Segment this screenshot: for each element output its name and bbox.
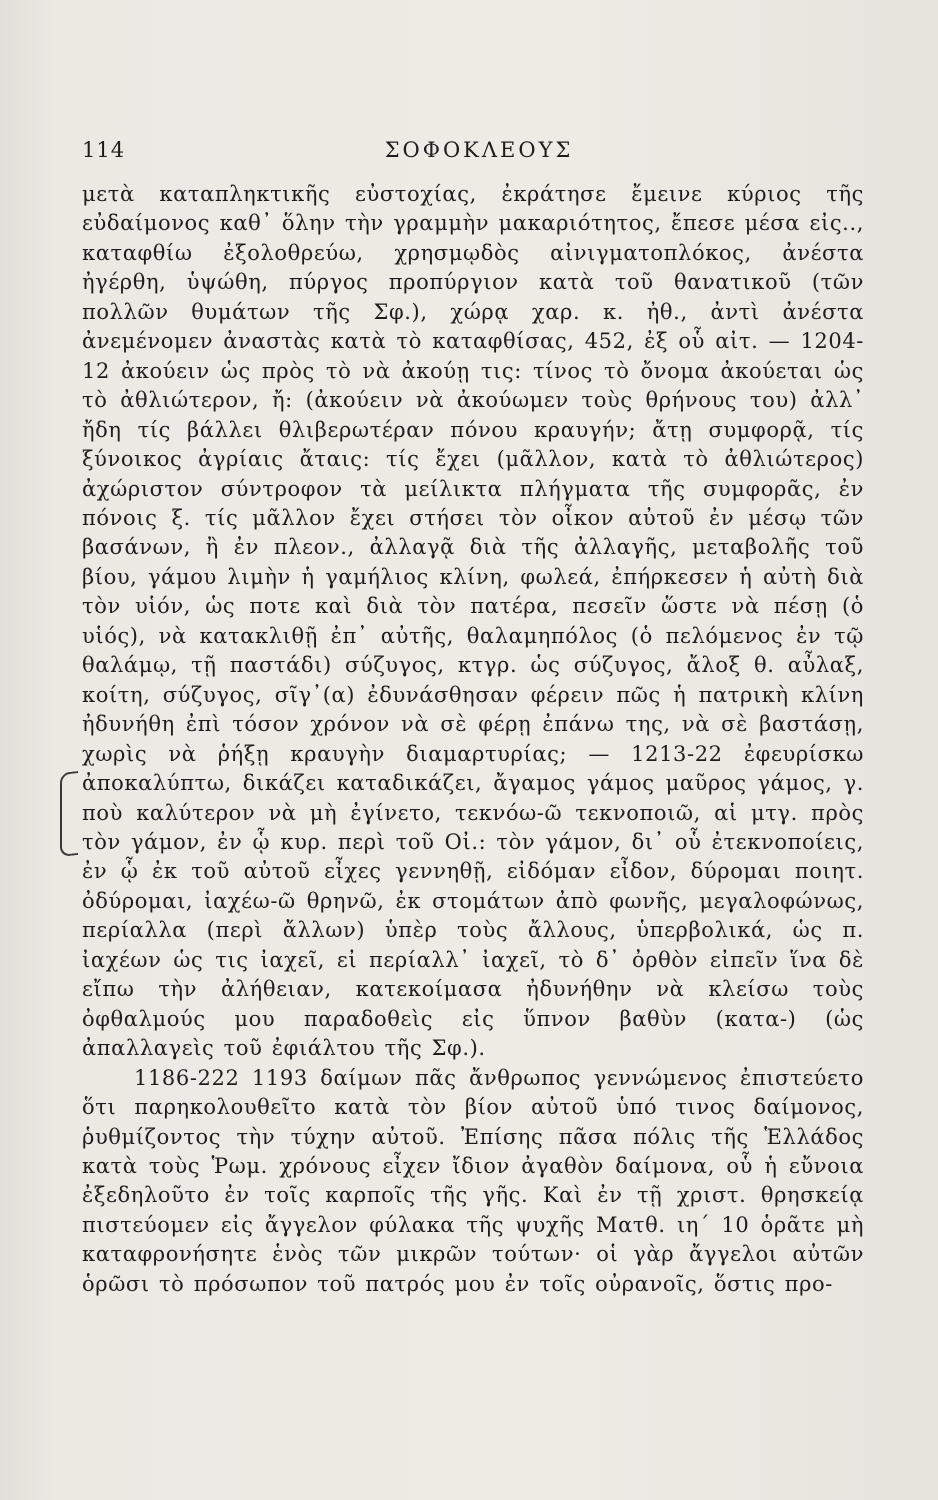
paragraph-commentary: μετὰ καταπληκτικῆς εὐστοχίας, ἐκράτησε ἔμεινε κύριος τῆς εὐδαίμονος καθ᾿ ὅλην τὴν γραμμὴν μακαριότητος, ἔπεσε μέσα εἰς.., καταφθίω ἐξολοθρεύω, χρησμῳδὸς αἰνιγματοπλόκος, ἀνέστα ἠγέρθη, ὑψώθη, πύργος προπύργιον κατὰ τοῦ θανατικοῦ (τῶν πολλῶν θυμάτων τῆς Σφ.), χώρᾳ χαρ. κ. ἠθ., ἀντὶ ἀνέστα ἀνεμένομεν ἀναστὰς κατὰ τὸ καταφθίσας, 452, ἐξ οὗ αἰτ. — 1204-12 ἀκούειν ὡς πρὸς τὸ νὰ ἀκούῃ τις: τίνος τὸ ὄνομα ἀκούεται ὡς τὸ ἀθλιώτερον, ἤ: (ἀκούειν νὰ ἀκούωμεν τοὺς θρήνους του) ἀλλ᾿ ἤδη τίς βάλλει θλιβερωτέραν πόνου κραυγήν; ἄτῃ συμφορᾷ, τίς ξύνοικος ἀγρίαις ἄταις: τίς ἔχει (μᾶλλον, κατὰ τὸ ἀθλιώτερος) ἀχώριστον σύντροφον τὰ μείλικτα πλήγματα τῆς συμφορᾶς, ἐν πόνοις ξ. τίς μᾶλλον ἔχει στήσει τὸν οἶκον αὐτοῦ ἐν μέσῳ τῶν βασάνων, ἢ ἐν πλεον., ἀλλαγᾷ διὰ τῆς ἀλλαγῆς, μεταβολῆς τοῦ βίου, γάμου λιμὴν ἡ γαμήλιος κλίνη, φωλεά, ἐπήρκεσεν ἡ αὐτὴ διὰ τὸν υἱόν, ὡς ποτε καὶ διὰ τὸν πατέρα, πεσεῖν ὥστε νὰ πέσῃ (ὁ υἱός), νὰ κατακλιθῇ ἐπ᾿ αὐτῆς, θαλαμηπόλος (ὁ πελόμενος ἐν τῷ θαλάμῳ, τῇ παστάδι) σύζυγος, κτγρ. ὡς σύζυγος, ἄλοξ θ. αὖλαξ, κοίτη, σύζυγος, σῖγ᾿(α) ἐδυνάσθησαν φέρειν πῶς ἡ πατρικὴ κλίνη ἠδυνήθη ἐπὶ τόσον χρόνον νὰ σὲ φέρῃ ἐπάνω της, νὰ σὲ βαστάσῃ, χωρὶς νὰ ῥήξῃ κραυγὴν διαμαρτυρίας; — 1213-22 ἐφευρίσκω ἀποκαλύπτω, δικάζει καταδικάζει, ἄγαμος γάμος μαῦρος γάμος, γ. ποὺ καλύτερον νὰ μὴ ἐγίνετο, τεκνόω-ῶ τεκνοποιῶ, αἱ μτγ. πρὸς τὸν γάμον, ἐν ᾧ κυρ. περὶ τοῦ Οἰ.: τὸν γάμον, δι᾿ οὗ ἐτεκνοποίεις, ἐν ᾧ ἐκ τοῦ αὐτοῦ εἶχες γεννηθῇ, εἰδόμαν εἶδον, δύρομαι ποιητ. ὀδύρομαι, ἰαχέω-ῶ θρηνῶ, ἐκ στομάτων ἀπὸ φωνῆς, μεγαλοφώνως, περίαλλα (περὶ ἄλλων) ὑπὲρ τοὺς ἄλλους, ὑπερβολικά, ὡς π. ἰαχέων ὡς τις ἰαχεῖ, εἰ περίαλλ᾿ ἰαχεῖ, τὸ δ᾿ ὀρθὸν εἰπεῖν ἵνα δὲ εἴπω τὴν ἀλήθειαν, κατεκοίμασα ἠδυνήθην νὰ κλείσω τοὺς ὀφθαλμούς μου παραδοθεὶς εἰς ὕπνον βαθὺν (κατα-) (ὡς ἀπαλλαγεὶς τοῦ ἐφιάλτου τῆς Σφ.).: [82, 182, 864, 1061]
margin-bracket-mark: [60, 771, 78, 857]
page-header: [78, 138, 880, 168]
page-number: 114: [82, 138, 126, 162]
running-head: ΣΟΦΟΚΛΕΟΥΣ: [384, 138, 574, 162]
paragraph-daimon-note: 1186-222 1193 δαίμων πᾶς ἄνθρωπος γεννώμενος ἐπιστεύετο ὅτι παρηκολουθεῖτο κατὰ τὸν βίον αὐτοῦ ὑπό τινος δαίμονος, ῥυθμίζοντος τὴν τύχην αὐτοῦ. Ἐπίσης πᾶσα πόλις τῆς Ἑλλάδος κατὰ τοὺς Ῥωμ. χρόνους εἶχεν ἴδιον ἀγαθὸν δαίμονα, οὗ ἡ εὔνοια ἐξεδηλοῦτο ἐν τοῖς καρποῖς τῆς γῆς. Καὶ ἐν τῇ χριστ. θρησκείᾳ πιστεύομεν εἰς ἄγγελον φύλακα τῆς ψυχῆς Ματθ. ιη´ 10 ὁρᾶτε μὴ καταφρονήσητε ἑνὸς τῶν μικρῶν τούτων· οἱ γὰρ ἄγγελοι αὐτῶν ὁρῶσι τὸ πρόσωπον τοῦ πατρός μου ἐν τοῖς οὐρανοῖς, ὅστις προ-: [82, 1065, 864, 1296]
body-text: [82, 180, 864, 1299]
